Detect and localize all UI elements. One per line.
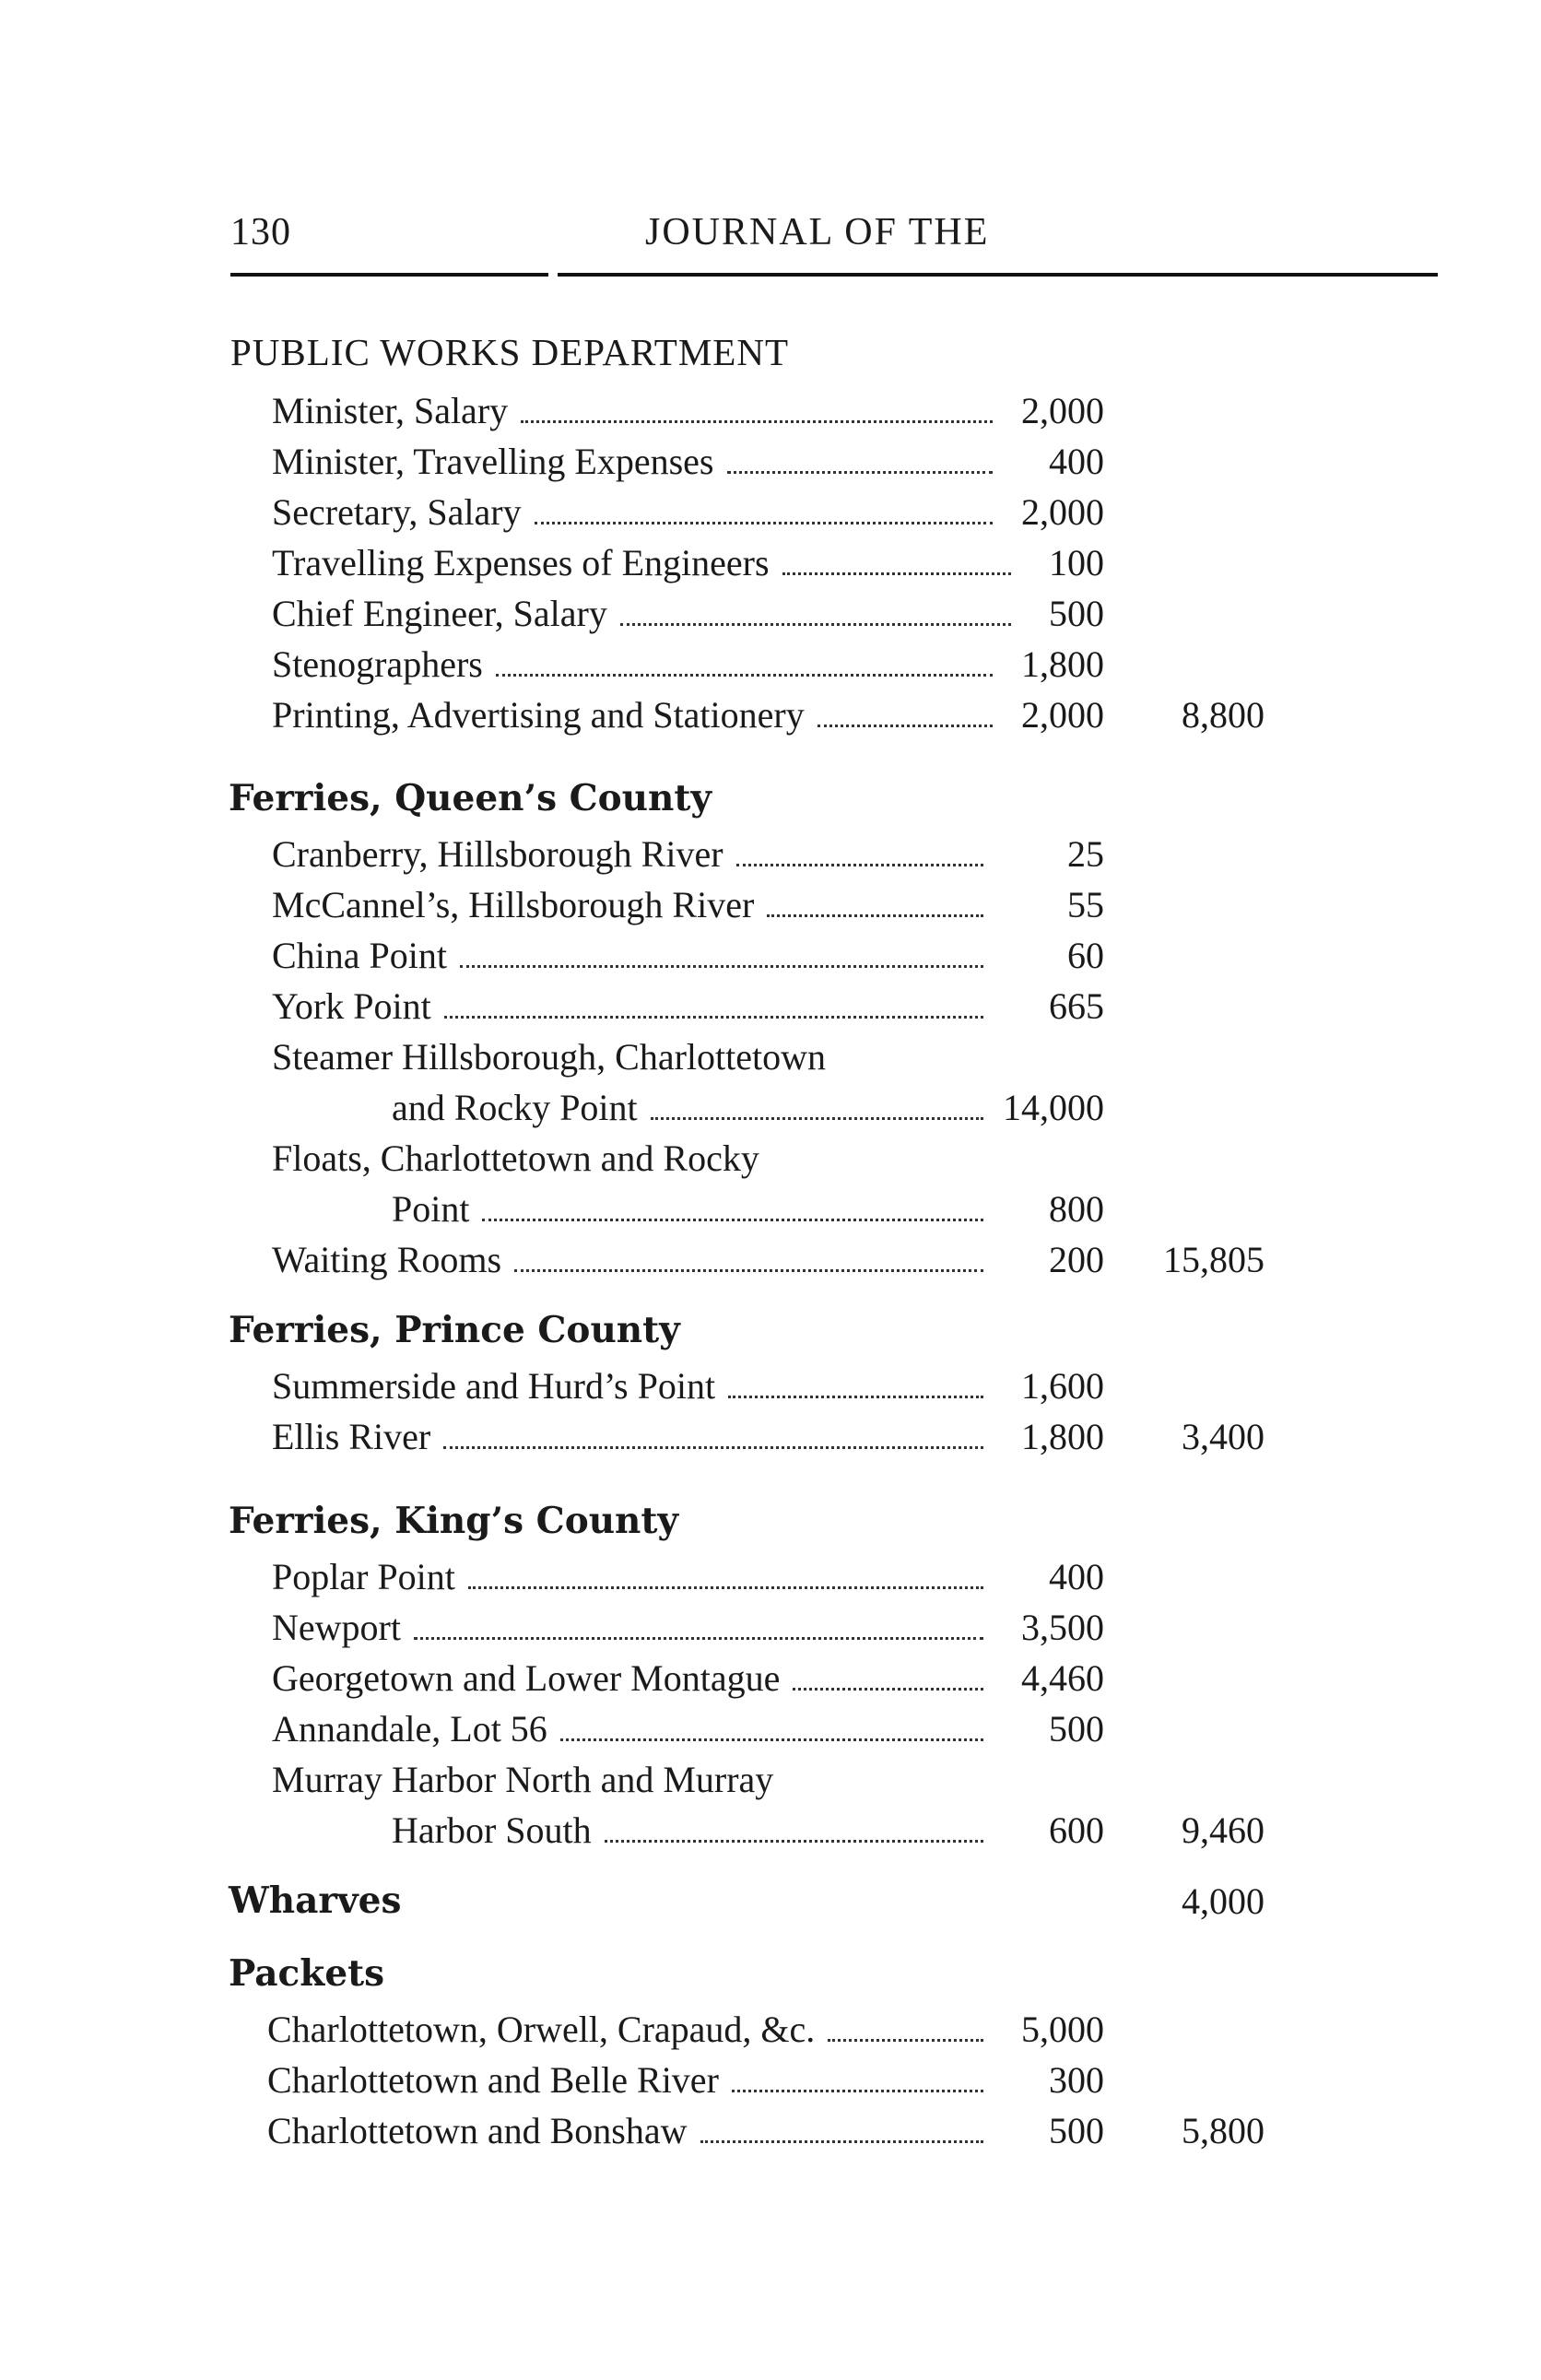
- page-header: [230, 210, 1438, 284]
- list-item: Cranberry, Hillsborough River 25: [272, 833, 1104, 875]
- header-rule-right: [558, 273, 1438, 277]
- list-item: China Point 60: [272, 935, 1104, 976]
- list-item: McCannel’s, Hillsborough River 55: [272, 884, 1104, 925]
- list-item: Chief Engineer, Salary 500: [272, 593, 1104, 634]
- section-heading: Ferries, King’s County: [229, 1500, 679, 1542]
- page-number: 130: [230, 211, 291, 253]
- list-item: Annandale, Lot 56 500: [272, 1708, 1104, 1750]
- subtotal: 5,800: [1182, 2110, 1265, 2151]
- running-head: JOURNAL OF THE: [645, 211, 990, 253]
- list-item-line: Floats, Charlottetown and Rocky: [272, 1137, 759, 1179]
- list-item: Point 800: [392, 1188, 1104, 1230]
- list-item: Harbor South 600 9,460: [392, 1809, 1265, 1851]
- list-item: Newport 3,500: [272, 1607, 1104, 1648]
- list-item-line: Steamer Hillsborough, Charlottetown: [272, 1036, 827, 1078]
- list-item: Charlottetown and Belle River 300: [267, 2059, 1104, 2101]
- subtotal: 4,000: [1182, 1880, 1265, 1922]
- list-item: Minister, Salary 2,000: [272, 390, 1104, 431]
- section-heading: Wharves: [229, 1879, 402, 1922]
- list-item: and Rocky Point 14,000: [392, 1087, 1104, 1128]
- list-item: Charlottetown, Orwell, Crapaud, &c. 5,000: [267, 2009, 1104, 2050]
- section-heading: Ferries, Queen’s County: [229, 777, 712, 819]
- list-item: Summerside and Hurd’s Point 1,600: [272, 1365, 1104, 1407]
- subtotal: 15,805: [1163, 1239, 1265, 1280]
- list-item: Georgetown and Lower Montague 4,460: [272, 1657, 1104, 1699]
- section-heading: Packets: [229, 1952, 385, 1995]
- list-item: Printing, Advertising and Stationery 2,000 8,800: [272, 694, 1265, 736]
- list-item-line: Murray Harbor North and Murray: [272, 1759, 774, 1800]
- list-item: Waiting Rooms 200 15,805: [272, 1239, 1265, 1280]
- list-item: Stenographers 1,800: [272, 643, 1104, 685]
- section-title: PUBLIC WORKS DEPARTMENT: [230, 331, 790, 373]
- list-item: [0, 1879, 1541, 1931]
- list-item: Poplar Point 400: [272, 1556, 1104, 1597]
- list-item: Travelling Expenses of Engineers 100: [272, 542, 1104, 583]
- list-item: Secretary, Salary 2,000: [272, 491, 1104, 533]
- subtotal: 9,460: [1182, 1809, 1265, 1851]
- subtotal: 3,400: [1182, 1416, 1265, 1457]
- list-item: Minister, Travelling Expenses 400: [272, 441, 1104, 482]
- list-item: Ellis River 1,800 3,400: [272, 1416, 1265, 1457]
- section-heading: Ferries, Prince County: [229, 1309, 680, 1351]
- subtotal: 8,800: [1182, 694, 1265, 736]
- list-item: Charlottetown and Bonshaw 500 5,800: [267, 2110, 1265, 2151]
- list-item: York Point 665: [272, 985, 1104, 1027]
- header-rule-left: [230, 273, 548, 277]
